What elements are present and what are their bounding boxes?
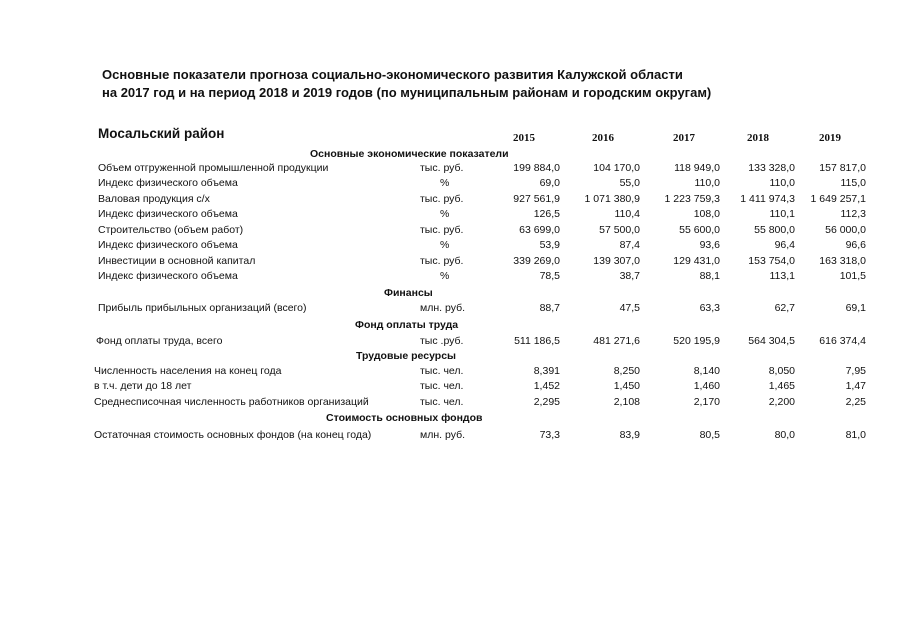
value-2016: 55,0 [619, 177, 640, 189]
value-2016: 8,250 [613, 365, 640, 377]
table-row [0, 208, 905, 223]
row-label: в т.ч. дети до 18 лет [94, 380, 192, 392]
section-assets: Стоимость основных фондов [326, 412, 483, 424]
value-2018: 2,200 [768, 396, 795, 408]
row-unit: % [440, 177, 450, 189]
table-row [0, 380, 905, 395]
year-2019: 2019 [819, 132, 841, 144]
value-2015: 63 699,0 [519, 224, 560, 236]
row-label: Численность населения на конец года [94, 365, 282, 377]
title-line-1: Основные показатели прогноза социально-экономического развития Калужской области [102, 67, 683, 82]
value-2016: 481 271,6 [593, 335, 640, 347]
value-2017: 1 223 759,3 [664, 193, 720, 205]
value-2015: 69,0 [539, 177, 560, 189]
value-2015: 53,9 [539, 239, 560, 251]
value-2016: 110,4 [614, 208, 640, 220]
document-title [102, 66, 711, 102]
value-2015: 78,5 [539, 270, 560, 282]
value-2018: 1,465 [768, 380, 795, 392]
value-2019: 1,47 [845, 380, 866, 392]
row-unit: % [440, 239, 450, 251]
section-wages: Фонд оплаты труда [355, 319, 459, 331]
row-unit: тыс. руб. [420, 255, 464, 267]
table-row [0, 177, 905, 192]
value-2015: 199 884,0 [513, 162, 560, 174]
value-2016: 83,9 [619, 429, 640, 441]
value-2016: 104 170,0 [593, 162, 640, 174]
title-line-2: на 2017 год и на период 2018 и 2019 годов (по муниципальным районам и городским округам) [102, 85, 712, 100]
value-2017: 80,5 [699, 429, 720, 441]
table-row [0, 365, 905, 380]
value-2019: 69,1 [845, 302, 866, 314]
value-2018: 133 328,0 [748, 162, 795, 174]
row-unit: тыс. руб. [420, 162, 464, 174]
table-row [0, 193, 905, 208]
value-2019: 112,3 [840, 208, 866, 220]
section-labor: Трудовые ресурсы [356, 350, 457, 362]
section-economic: Основные экономические показатели [310, 148, 509, 160]
value-2017: 1,460 [693, 380, 720, 392]
value-2018: 110,1 [769, 208, 795, 220]
row-unit: тыс. чел. [420, 365, 464, 377]
value-2018: 8,050 [768, 365, 795, 377]
row-unit: млн. руб. [420, 429, 465, 441]
year-2015: 2015 [513, 132, 535, 144]
row-label: Объем отгруженной промышленной продукции [98, 162, 329, 174]
table-row [0, 270, 905, 285]
value-2019: 7,95 [845, 365, 866, 377]
value-2015: 511 186,5 [514, 335, 560, 347]
value-2017: 63,3 [699, 302, 720, 314]
value-2015: 88,7 [539, 302, 560, 314]
value-2015: 339 269,0 [513, 255, 560, 267]
year-2016: 2016 [592, 132, 614, 144]
value-2019: 101,5 [839, 270, 866, 282]
value-2015: 126,5 [533, 208, 560, 220]
table-row [0, 302, 905, 317]
value-2017: 55 600,0 [679, 224, 720, 236]
value-2019: 96,6 [845, 239, 866, 251]
value-2016: 47,5 [619, 302, 640, 314]
row-label: Прибыль прибыльных организаций (всего) [98, 302, 307, 314]
value-2017: 520 195,9 [673, 335, 720, 347]
value-2017: 110,0 [694, 177, 720, 189]
value-2015: 927 561,9 [513, 193, 560, 205]
value-2017: 8,140 [693, 365, 720, 377]
value-2019: 115,0 [840, 177, 866, 189]
value-2018: 153 754,0 [748, 255, 795, 267]
section-finance: Финансы [384, 287, 433, 299]
value-2017: 88,1 [699, 270, 720, 282]
value-2018: 55 800,0 [754, 224, 795, 236]
row-unit: % [440, 208, 450, 220]
row-label: Остаточная стоимость основных фондов (на конец года) [94, 429, 372, 441]
year-2017: 2017 [673, 132, 695, 144]
row-label: Индекс физического объема [98, 270, 238, 282]
row-unit: тыс .руб. [420, 335, 464, 347]
row-unit: тыс. чел. [420, 380, 464, 392]
table-row [0, 162, 905, 177]
row-label: Строительство (объем работ) [98, 224, 244, 236]
value-2017: 2,170 [693, 396, 720, 408]
value-2015: 73,3 [539, 429, 560, 441]
value-2017: 108,0 [693, 208, 720, 220]
value-2015: 8,391 [533, 365, 560, 377]
year-2018: 2018 [747, 132, 769, 144]
row-label: Фонд оплаты труда, всего [96, 335, 223, 347]
table-row [0, 224, 905, 239]
row-label: Инвестиции в основной капитал [98, 255, 256, 267]
value-2016: 139 307,0 [593, 255, 640, 267]
row-unit: % [440, 270, 450, 282]
value-2019: 157 817,0 [819, 162, 866, 174]
value-2018: 80,0 [774, 429, 795, 441]
value-2019: 81,0 [845, 429, 866, 441]
value-2015: 1,452 [533, 380, 560, 392]
value-2019: 616 374,4 [819, 335, 866, 347]
row-unit: тыс. чел. [420, 396, 464, 408]
value-2019: 56 000,0 [825, 224, 866, 236]
value-2019: 2,25 [845, 396, 866, 408]
row-label: Индекс физического объема [98, 239, 238, 251]
table-row [0, 239, 905, 254]
value-2016: 1,450 [613, 380, 640, 392]
row-unit: тыс. руб. [420, 224, 464, 236]
value-2019: 1 649 257,1 [810, 193, 866, 205]
value-2018: 1 411 974,3 [740, 193, 795, 205]
value-2018: 110,0 [769, 177, 795, 189]
table-row [0, 335, 905, 350]
row-label: Индекс физического объема [98, 208, 238, 220]
value-2018: 96,4 [774, 239, 795, 251]
value-2019: 163 318,0 [819, 255, 866, 267]
value-2016: 87,4 [619, 239, 640, 251]
table-row [0, 396, 905, 411]
row-label: Валовая продукция с/х [98, 193, 210, 205]
value-2016: 2,108 [613, 396, 640, 408]
table-row [0, 255, 905, 270]
value-2018: 113,1 [769, 270, 795, 282]
table-row [0, 429, 905, 444]
row-label: Индекс физического объема [98, 177, 238, 189]
value-2017: 129 431,0 [673, 255, 720, 267]
value-2018: 62,7 [774, 302, 795, 314]
row-unit: тыс. руб. [420, 193, 464, 205]
district-name: Мосальский район [98, 126, 225, 141]
value-2016: 38,7 [619, 270, 640, 282]
row-label: Среднесписочная численность работников организаций [94, 396, 369, 408]
value-2017: 118 949,0 [674, 162, 720, 174]
value-2016: 57 500,0 [599, 224, 640, 236]
value-2016: 1 071 380,9 [584, 193, 640, 205]
row-unit: млн. руб. [420, 302, 465, 314]
value-2017: 93,6 [699, 239, 720, 251]
value-2015: 2,295 [533, 396, 560, 408]
value-2018: 564 304,5 [748, 335, 795, 347]
